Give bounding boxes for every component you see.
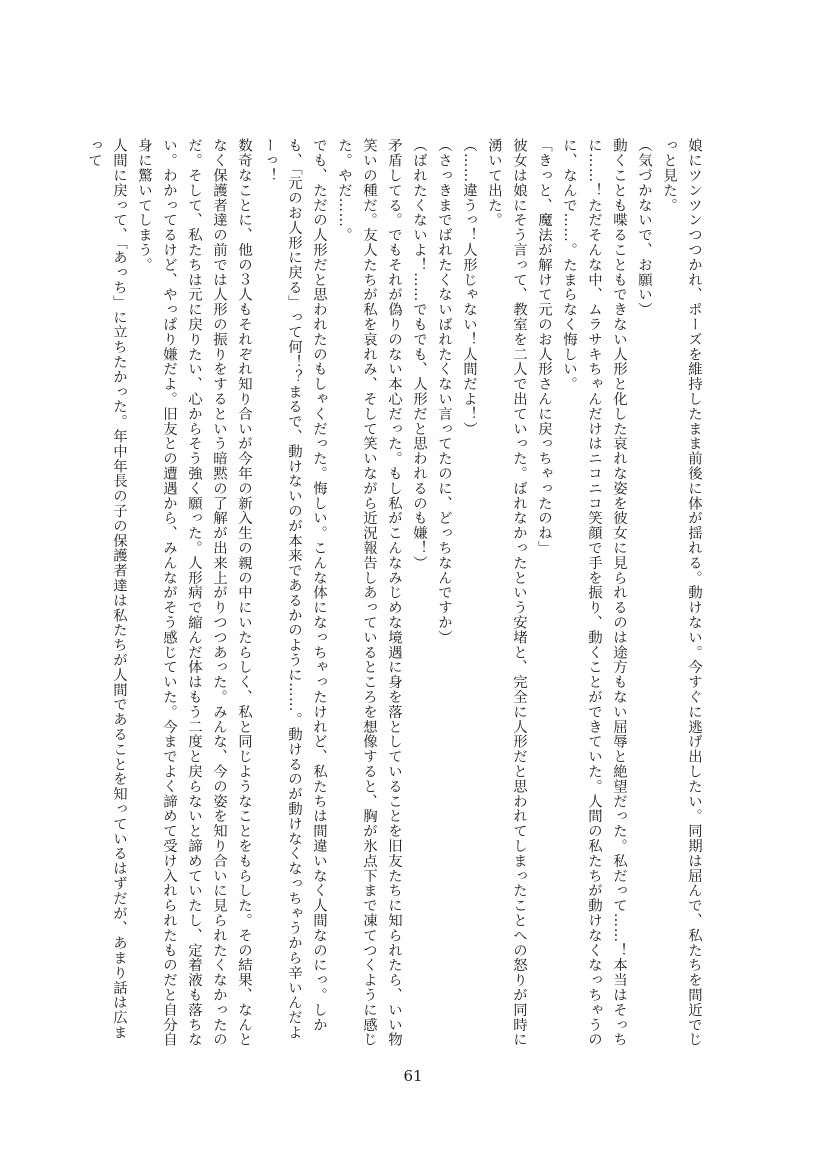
- paragraph: 彼女は娘にそう言って、教室を二人で出ていった。ばれなかったという安堵と、完全に人形だと思われてしまったことへの怒りが同時に湧いて出た。: [486, 138, 527, 1047]
- page-number: 61: [403, 1067, 423, 1085]
- paragraph: （ばれたくないよ！……でもでも、人形だと思われるのも嫌！）: [411, 138, 427, 571]
- paragraph: 「きっと、魔法が解けて元のお人形さんに戻っちゃったのね」: [536, 138, 552, 556]
- paragraph: 数奇なことに、他の３人もそれぞれ知り合いが今年の新入生の親の中にいたらしく、私と同じようなことをもらした。その結果、なんとなく保護者達の前では人形の振りをするという暗黙の了解が出来上がりつつあった。みんな、今の姿を知り合いに見られたくなかったのだ。そして、私たちは元に戻りたい、心からそう強く願った。人形病で縮んだ体はもう二度と戻らないと諦めていたし、定着液も落ちない。わかってるけど、やっぱり嫌だよ。旧友との遭遇から、みんながそう感じていた。今までよく諦めて受け入れられたものだと自分自身に驚いてしまう。: [136, 138, 252, 1047]
- paragraph: 矛盾してる。でもそれが偽りのない本心だった。もし私がこんなみじめな境遇に身を落としていることを旧友たちに知られたら、いい物笑いの種だ。友人たちが私を哀れみ、そして笑いながら近況報告しあっているところを想像すると、胸が氷点下まで凍てつくように感じた。やだ……。: [336, 138, 402, 1047]
- vertical-text-body: [86, 138, 706, 1050]
- paragraph: でも、ただの人形だと思われたのもしゃくだった。悔しい。こんな体になっちゃったけれど、私たちは間違いなく人間なのにっ。しかも、「元のお人形に戻る」って何！？まるで、動けないのが本来であるかのように……。動けるのが動けなくなっちゃうから辛いんだよーっ！: [261, 138, 327, 1040]
- paragraph: 娘にツンツンつつかれ、ポーズを維持したまま前後に体が揺れる。動けない。今すぐに逃げ出したい。同期は屈んで、私たちを間近でじっと見た。: [661, 138, 702, 1047]
- paragraph: 動くことも喋ることもできない人形と化した哀れな姿を彼女に見られるのは途方もない屈辱と絶望だった。私だって……！本当はそっちに……！ただそんな中、ムラサキちゃんだけはニコニコ笑顔で手を振り、動くことができていた。人間の私たちが動けなくなっちゃうのに、なんで……。たまらなく悔しい。: [561, 138, 627, 1047]
- paragraph: （……違うっ！人形じゃない！人間だよ！）: [461, 138, 477, 436]
- paragraph: （気づかないで、お願い）: [636, 138, 652, 317]
- paragraph: （さっきまでばれたくないばれたくない言ってたのに、どっちなんですか）: [436, 138, 452, 645]
- paragraph: 人間に戻って、「あっち」に立ちたかった。年中年長の子の保護者達は私たちが人間であることを知っているはずだが、あまり話は広まって: [86, 138, 127, 1040]
